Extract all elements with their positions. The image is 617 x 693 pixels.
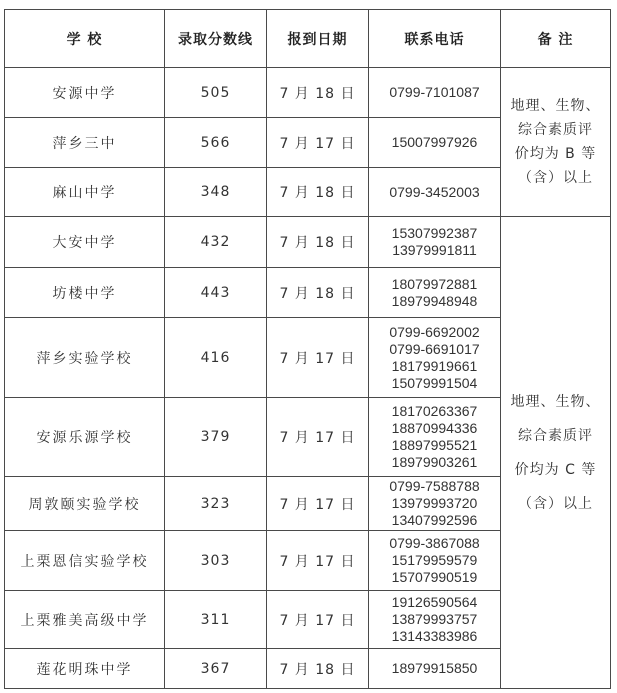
report-date: 7 月 18 日: [267, 268, 369, 318]
contact-phone: [369, 68, 501, 118]
admission-score: 367: [165, 649, 267, 689]
admission-score: 443: [165, 268, 267, 318]
phone-number: 13979991811: [392, 242, 477, 258]
header-remark: 备 注: [501, 10, 611, 68]
contact-phone: [369, 531, 501, 591]
phone-number: 0799-7588788: [389, 478, 480, 494]
admission-score: 416: [165, 318, 267, 398]
contact-phone: [369, 591, 501, 649]
report-date: 7 月 18 日: [267, 649, 369, 689]
admission-score: 323: [165, 477, 267, 531]
school-name: 大安中学: [5, 217, 165, 268]
admission-score: 566: [165, 118, 267, 168]
remark-line: 价均为 B 等: [514, 146, 597, 162]
contact-phone: [369, 649, 501, 689]
report-date: 7 月 18 日: [267, 168, 369, 217]
admission-score: 348: [165, 168, 267, 217]
contact-phone: [369, 398, 501, 477]
school-name: 萍乡实验学校: [5, 318, 165, 398]
phone-number: 0799-3452003: [389, 183, 480, 200]
header-row: [5, 10, 611, 68]
header-score: 录取分数线: [165, 10, 267, 68]
table-row: [5, 68, 611, 118]
report-date: 7 月 17 日: [267, 318, 369, 398]
report-date: 7 月 18 日: [267, 217, 369, 268]
remark-line: 综合素质评: [518, 122, 593, 138]
school-name: 周敦颐实验学校: [5, 477, 165, 531]
report-date: 7 月 17 日: [267, 591, 369, 649]
phone-number: 18870994336: [391, 420, 478, 436]
phone-number: 18897995521: [391, 437, 478, 453]
remark-line: 综合素质评: [518, 427, 593, 444]
phone-number: 18179919661: [391, 357, 478, 374]
admission-score: 379: [165, 398, 267, 477]
phone-number: 18079972881: [391, 275, 478, 292]
report-date: 7 月 17 日: [267, 477, 369, 531]
phone-number: 18170263367: [391, 403, 478, 419]
admission-score: 311: [165, 591, 267, 649]
contact-phone: [369, 118, 501, 168]
school-name: 上栗雅美高级中学: [5, 591, 165, 649]
school-name: 上栗恩信实验学校: [5, 531, 165, 591]
phone-number: 15179959579: [391, 552, 478, 568]
header-phone: 联系电话: [369, 10, 501, 68]
report-date: 7 月 17 日: [267, 398, 369, 477]
remark-line: 地理、生物、: [510, 98, 601, 114]
school-name: 萍乡三中: [5, 118, 165, 168]
school-name: 安源乐源学校: [5, 398, 165, 477]
phone-number: 15079991504: [391, 374, 478, 391]
phone-number: 15707990519: [391, 569, 478, 585]
phone-number: 13407992596: [391, 512, 478, 528]
admission-score: 505: [165, 68, 267, 118]
phone-number: 15007997926: [391, 134, 478, 150]
remark-group-c: [501, 217, 611, 689]
remark-line: 价均为 C 等: [514, 461, 597, 478]
phone-number: 0799-6692002: [389, 323, 480, 340]
remark-line: 地理、生物、: [510, 393, 601, 410]
school-name: 莲花明珠中学: [5, 649, 165, 689]
school-name: 安源中学: [5, 68, 165, 118]
admission-score: 303: [165, 531, 267, 591]
contact-phone: [369, 477, 501, 531]
contact-phone: [369, 217, 501, 268]
header-date: 报到日期: [267, 10, 369, 68]
remark-line: （含）以上: [518, 495, 593, 512]
remark-line: （含）以上: [518, 170, 593, 186]
report-date: 7 月 18 日: [267, 68, 369, 118]
phone-number: 19126590564: [391, 594, 478, 610]
remark-group-b: [501, 68, 611, 217]
phone-number: 13879993757: [391, 611, 478, 627]
report-date: 7 月 17 日: [267, 118, 369, 168]
phone-number: 13979993720: [391, 495, 478, 511]
school-name: 坊楼中学: [5, 268, 165, 318]
phone-number: 13143383986: [391, 628, 478, 644]
school-name: 麻山中学: [5, 168, 165, 217]
admission-score: 432: [165, 217, 267, 268]
header-school: 学 校: [5, 10, 165, 68]
contact-phone: [369, 318, 501, 398]
contact-phone: [369, 168, 501, 217]
contact-phone: [369, 268, 501, 318]
phone-number: 0799-6691017: [389, 340, 480, 357]
report-date: 7 月 17 日: [267, 531, 369, 591]
phone-number: 0799-7101087: [389, 84, 480, 100]
phone-number: 18979903261: [391, 454, 478, 470]
table-row: [5, 217, 611, 268]
phone-number: 0799-3867088: [389, 535, 480, 551]
phone-number: 18979915850: [391, 660, 478, 676]
admission-table: [4, 9, 611, 689]
phone-number: 15307992387: [391, 225, 478, 241]
phone-number: 18979948948: [391, 292, 478, 309]
